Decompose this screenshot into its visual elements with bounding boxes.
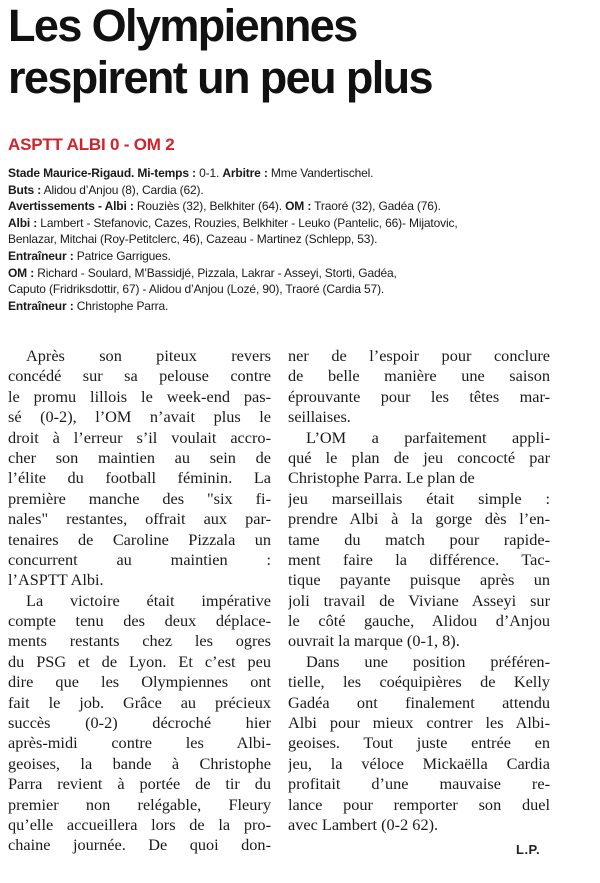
headline-line: Les Olympiennes (8, 0, 357, 51)
fact-text: Benlazar, Mitchai (Roy-Petitclerc, 46), Cazeau - Martinez (Schlepp, 53). (8, 232, 378, 247)
fact-text: Caputo (Fridriksdottir, 67) - Alidou d’Anjou (Lozé, 90), Traoré (Cardia 57). (8, 282, 385, 297)
article-line: seillaises. (288, 407, 351, 427)
fact-label: OM : (8, 265, 35, 280)
article-line: dire que les Olympiennes ont (8, 672, 271, 692)
article-line: nales" restantes, offrait aux par- (8, 509, 271, 529)
article-line: succès (0-2) décroché hier (8, 713, 271, 733)
article-line: compte tenu des deux déplace- (8, 611, 271, 631)
article-line: ment faire la différence. Tac- (288, 549, 550, 569)
article-line: qu’elle accueillera lors de la pro- (8, 814, 271, 834)
fact-text: Rouziès (32), Belkhiter (64). (133, 199, 286, 214)
article-line: geoises. Tout juste entrée en (288, 733, 550, 753)
article-line: Albi pour mieux contrer les Albi- (288, 713, 550, 733)
article-line: première manche des "six fi- (8, 488, 271, 508)
article-column-right (288, 346, 550, 835)
fact-line (8, 215, 593, 232)
fact-text: Alidou d’Anjou (8), Cardia (62). (41, 182, 204, 197)
fact-label: Arbitre : (222, 166, 268, 180)
match-score: ASPTT ALBI 0 - OM 2 (8, 135, 175, 154)
article-line: tique payante puisque après un (288, 570, 550, 590)
article-line: le côté gauche, Alidou d’Anjou (288, 611, 550, 631)
fact-line (8, 248, 593, 265)
headline (8, 0, 598, 104)
article-line: avec Lambert (0-2 62). (288, 814, 439, 834)
article-line: ouvrait la marque (0-1, 8). (288, 631, 460, 651)
article-line: qué le plan de jeu concocté par (288, 447, 550, 467)
article-line: Gadéa ont finalement attendu (288, 692, 550, 712)
fact-label: OM : (285, 199, 312, 214)
fact-label: Entraîneur : (8, 248, 74, 263)
fact-text: Richard - Soulard, M’Bassidjé, Pizzala, Lakrar - Asseyi, Storti, Gadéa, (34, 265, 397, 280)
fact-line (8, 281, 593, 298)
article-line: tielle, les coéquipières de Kelly (288, 672, 550, 692)
fact-line (8, 198, 593, 215)
article-line: droit à l’erreur s’il voulait accro- (8, 427, 271, 447)
article-line: l’ASPTT Albi. (8, 570, 104, 590)
article-line: Parra revient à portée de tir du (8, 774, 271, 794)
fact-label: Entraîneur : (8, 298, 74, 313)
article-line: tenaires de Caroline Pizzala un (8, 529, 271, 549)
fact-label: Avertissements - Albi : (8, 199, 134, 214)
article-line: concurrent au maintien : (8, 549, 271, 569)
article-line: de belle manière une saison (288, 366, 550, 386)
article-line: premier non relégable, Fleury (8, 794, 271, 814)
article-line: ner de l’espoir pour conclure (288, 346, 550, 365)
article-line: chaine journée. De quoi don- (8, 835, 271, 855)
article-line: concédé sur sa pelouse contre (8, 366, 271, 386)
article-line: jeu marseillais était simple : (288, 488, 550, 508)
article-line: l’élite du football féminin. La (8, 468, 271, 488)
fact-label: Buts : (8, 182, 42, 197)
article-column-left (8, 346, 271, 856)
fact-label: Stade Maurice-Rigaud. Mi-temps : (8, 166, 196, 180)
article-line: joli travail de Viviane Asseyi sur (288, 590, 550, 610)
article-line: tame du match pour rapide- (288, 529, 550, 549)
fact-text: Christophe Parra. (73, 298, 169, 313)
fact-line (8, 182, 593, 199)
article-line: cher son maintien au sein de (8, 447, 271, 467)
article-line: éprouvante pour les têtes mar- (288, 386, 550, 406)
article-line: Après son piteux revers (26, 346, 271, 365)
article-line: La victoire était impérative (26, 590, 271, 610)
fact-text: Mme Vandertischel. (267, 166, 374, 180)
fact-line (8, 298, 593, 315)
article-line: L’OM a parfaitement appli- (306, 427, 550, 447)
match-facts-box (8, 165, 593, 314)
fact-line (8, 165, 593, 182)
article-line: ments restants chez les ogres (8, 631, 271, 651)
fact-text: Lambert - Stefanovic, Cazes, Rouzies, Belkhiter - Leuko (Pantelic, 66)- Mijatovic, (37, 215, 458, 230)
article-line: Christophe Parra. Le plan de (288, 468, 475, 488)
article-line: prendre Albi à la gorge dès l’en- (288, 509, 550, 529)
article-line: fait le job. Grâce au précieux (8, 692, 271, 712)
fact-line (8, 231, 593, 248)
fact-text: Patrice Garrigues. (73, 248, 171, 263)
article-line: jeu, la véloce Mickaëlla Cardia (288, 753, 550, 773)
fact-line (8, 265, 593, 282)
article-line: Dans une position préféren- (306, 651, 550, 671)
article-line: lance pour remporter son duel (288, 794, 550, 814)
fact-label: Albi : (8, 215, 38, 230)
article-line: du PSG et de Lyon. Et c’est peu (8, 651, 271, 671)
headline-line: respirent un peu plus (8, 52, 432, 103)
fact-text: 0-1. (195, 166, 223, 180)
article-line: après-midi contre les Albi- (8, 733, 271, 753)
author-signature: L.P. (516, 842, 541, 857)
fact-text: Traoré (32), Gadéa (76). (311, 199, 441, 214)
article-line: le promu lillois le week-end pas- (8, 386, 271, 406)
article-line: profitait d’une mauvaise re- (288, 774, 550, 794)
article-line: geoises, la bande à Christophe (8, 753, 271, 773)
article-line: sé (0-2), l’OM n’avait plus le (8, 407, 271, 427)
